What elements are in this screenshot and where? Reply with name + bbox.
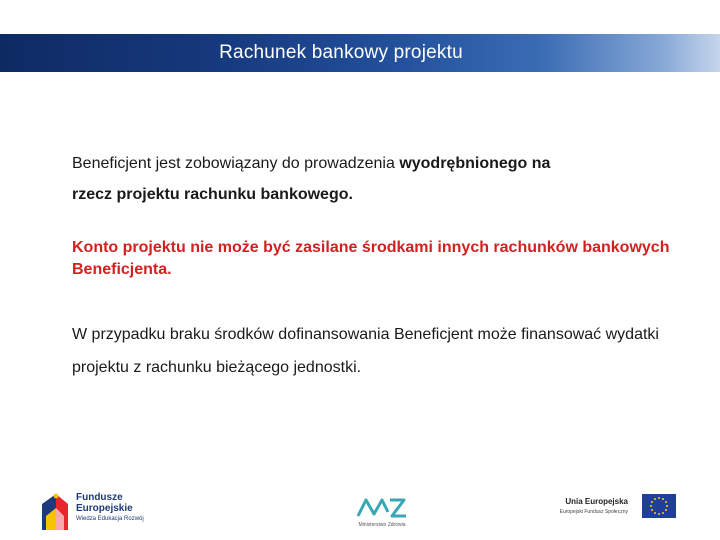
fe-logo-line3: Wiedza Edukacja Rozwój	[76, 516, 144, 522]
fundusze-europejskie-icon	[40, 490, 70, 530]
paragraph-warning: Konto projektu nie może być zasilane środkami innych rachunków bankowych Beneficjenta.	[72, 239, 670, 278]
fundusze-europejskie-logo	[40, 490, 170, 530]
paragraph-financing: W przypadku braku środków dofinansowania Beneficjent może finansować wydatki projektu z rachunku bieżącego jednostki.	[72, 326, 659, 376]
title-bar	[0, 34, 720, 72]
eu-logo-line2: Europejski Fundusz Społeczny	[559, 509, 628, 515]
ministry-caption: Ministerstwo Zdrowia	[358, 522, 406, 528]
eu-flag-icon	[642, 494, 676, 518]
ministry-logo	[352, 494, 412, 530]
eu-logo-line1: Unia Europejska	[565, 497, 628, 506]
paragraph-obligation	[72, 148, 672, 210]
slide-content	[72, 148, 672, 384]
footer-logos	[0, 486, 720, 532]
paragraph-obligation-text: Beneficjent jest zobowiązany do prowadzenia	[72, 155, 400, 172]
fe-logo-line1: Fundusze	[76, 492, 123, 503]
paragraph-obligation-bold: wyodrębnionego na	[399, 155, 551, 172]
slide-title: Rachunek bankowy projektu	[219, 42, 463, 63]
paragraph-obligation-bold-continued: rzecz projektu rachunku bankowego.	[72, 186, 353, 203]
eu-logo	[548, 494, 678, 524]
ministry-icon	[356, 494, 408, 520]
fe-logo-line2: Europejskie	[76, 503, 133, 514]
